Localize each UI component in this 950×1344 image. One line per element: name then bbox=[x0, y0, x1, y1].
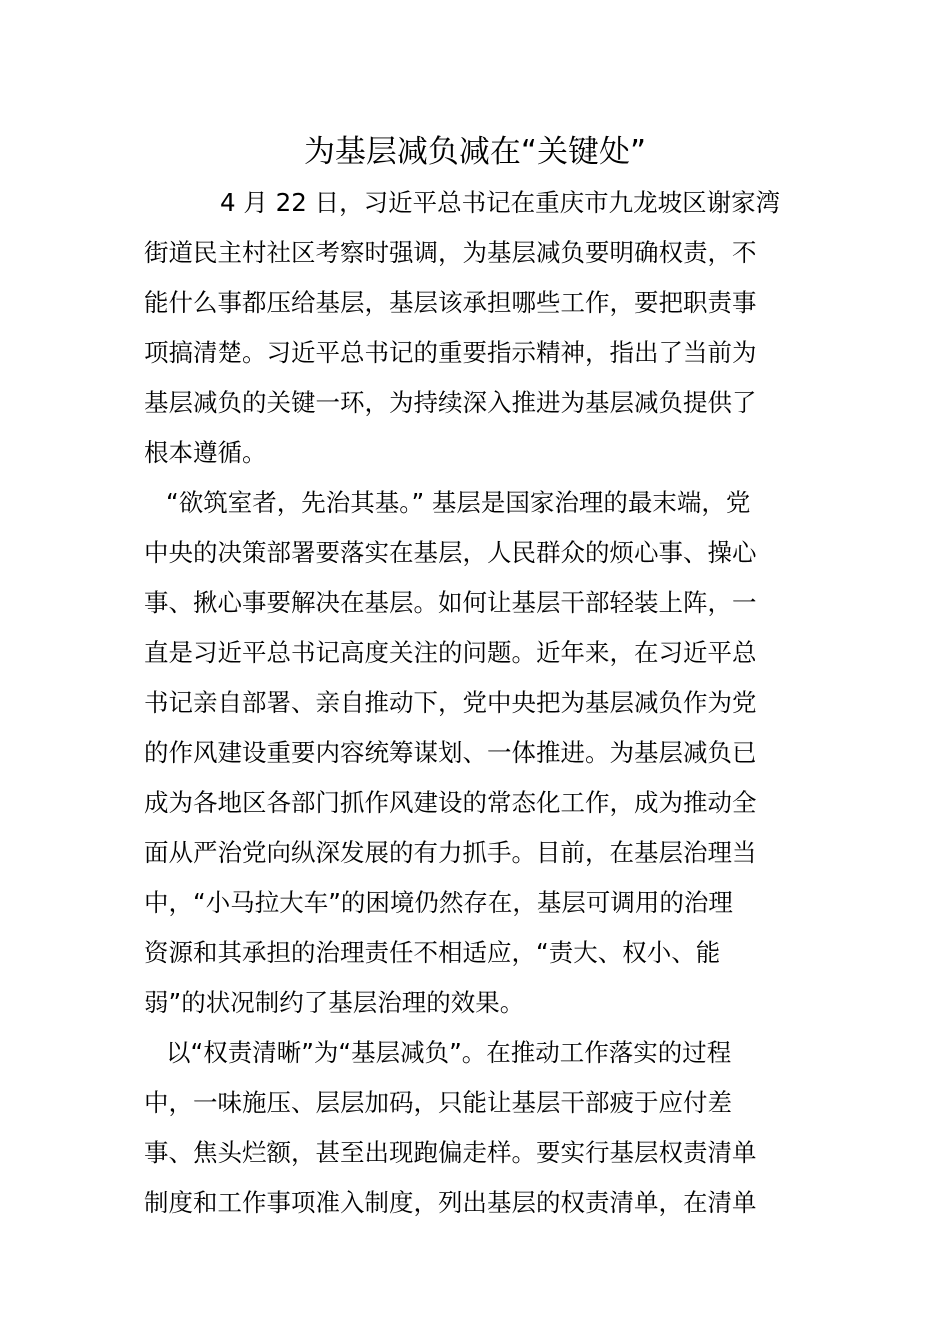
paragraph-1 bbox=[144, 178, 808, 478]
text-line: 根本遵循。 bbox=[144, 438, 267, 467]
text-line: 中，“小马拉大车”的困境仍然存在，基层可调用的治理 bbox=[144, 888, 733, 917]
text-line: 项搞清楚。习近平总书记的重要指示精神，指出了当前为 bbox=[144, 338, 757, 367]
text-line: 以“权责清晰”为“基层减负”。在推动工作落实的过程 bbox=[166, 1038, 732, 1067]
text-line: 中央的决策部署要落实在基层，人民群众的烦心事、操心 bbox=[144, 538, 757, 567]
text-line: “欲筑室者，先治其基。” 基层是国家治理的最末端，党 bbox=[166, 488, 751, 517]
text-line: 弱”的状况制约了基层治理的效果。 bbox=[144, 988, 525, 1017]
text-line: 事、揪心事要解决在基层。如何让基层干部轻装上阵，一 bbox=[144, 588, 757, 617]
paragraph-3 bbox=[144, 1028, 808, 1228]
text-line: 街道民主村社区考察时强调，为基层减负要明确权责，不 bbox=[144, 238, 757, 267]
text-line: 直是习近平总书记高度关注的问题。近年来，在习近平总 bbox=[144, 638, 757, 667]
text-line: 能什么事都压给基层，基层该承担哪些工作，要把职责事 bbox=[144, 288, 757, 317]
text-line: 的作风建设重要内容统筹谋划、一体推进。为基层减负已 bbox=[144, 738, 757, 767]
text-line: 书记亲自部署、亲自推动下，党中央把为基层减负作为党 bbox=[144, 688, 757, 717]
text-line: 面从严治党向纵深发展的有力抓手。目前，在基层治理当 bbox=[144, 838, 757, 867]
text-line: 基层减负的关键一环，为持续深入推进为基层减负提供了 bbox=[144, 388, 757, 417]
paragraph-2 bbox=[144, 478, 808, 1028]
text-line: 制度和工作事项准入制度，列出基层的权责清单，在清单 bbox=[144, 1188, 757, 1217]
text-line: 成为各地区各部门抓作风建设的常态化工作，成为推动全 bbox=[144, 788, 757, 817]
text-line: 事、焦头烂额，甚至出现跑偏走样。要实行基层权责清单 bbox=[144, 1138, 757, 1167]
document-body bbox=[144, 178, 808, 1228]
text-line: 资源和其承担的治理责任不相适应，“责大、权小、能 bbox=[144, 938, 721, 967]
text-line: 4 月 22 日，习近平总书记在重庆市九龙坡区谢家湾 bbox=[220, 188, 781, 217]
text-line: 中，一味施压、层层加码，只能让基层干部疲于应付差 bbox=[144, 1088, 732, 1117]
document-title: 为基层减负减在“关键处” bbox=[303, 134, 647, 170]
